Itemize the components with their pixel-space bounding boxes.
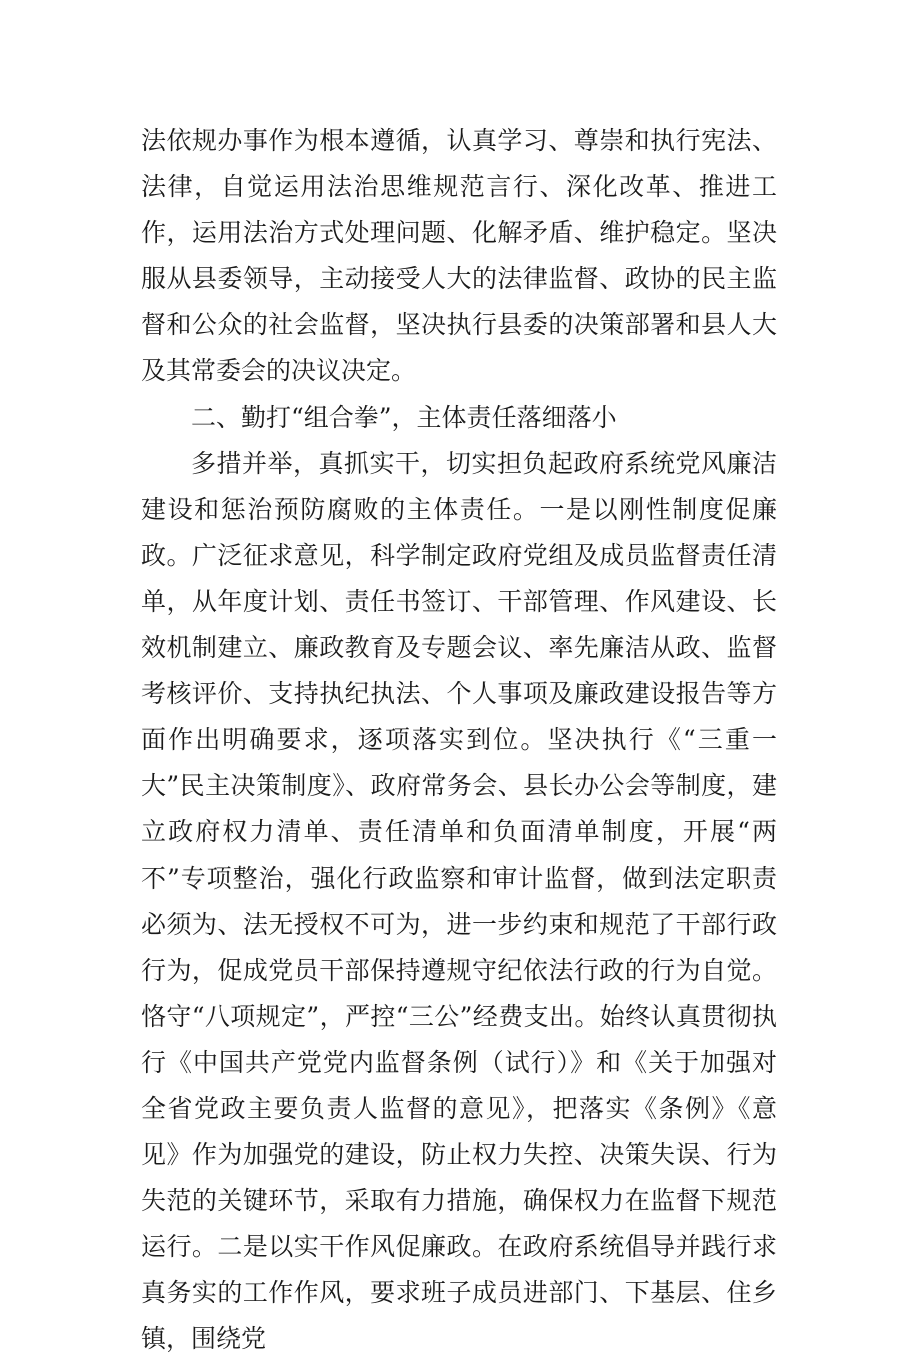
paragraph-body: 多措并举，真抓实干，切实担负起政府系统党风廉洁建设和惩治预防腐败的主体责任。一是以刚性制度促廉政。广泛征求意见，科学制定政府党组及成员监督责任清单，从年度计划、责任书签订、干部管理、作风建设、长效机制建立、廉政教育及专题会议、率先廉洁从政、监督考核评价、支持执纪执法、个人事项及廉政建设报告等方面作出明确要求，逐项落实到位。坚决执行《“三重一大”民主决策制度》、政府常务会、县长办公会等制度，建立政府权力清单、责任清单和负面清单制度，开展“两不”专项整治，强化行政监察和审计监督，做到法定职责必须为、法无授权不可为，进一步约束和规范了干部行政行为，促成党员干部保持遵规守纪依法行政的行为自觉。恪守“八项规定”，严控“三公”经费支出。始终认真贯彻执行《中国共产党党内监督条例（试行）》和《关于加强对全省党政主要负责人监督的意见》，把落实《条例》《意见》作为加强党的建设，防止权力失控、决策失误、行为失范的关键环节，采取有力措施，确保权力在监督下规范运行。二是以实干作风促廉政。在政府系统倡导并践行求真务实的工作作风，要求班子成员进部门、下基层、住乡镇，围绕党 bbox=[141, 448, 777, 1354]
document-body bbox=[141, 118, 777, 1363]
paragraph-continuation: 法依规办事作为根本遵循，认真学习、尊崇和执行宪法、法律，自觉运用法治思维规范言行、深化改革、推进工作，运用法治方式处理问题、化解矛盾、维护稳定。坚决服从县委领导，主动接受人大的法律监督、政协的民主监督和公众的社会监督，坚决执行县委的决策部署和县人大及其常委会的决议决定。 bbox=[141, 126, 777, 386]
section-heading: 二、勤打“组合拳”，主体责任落细落小 bbox=[191, 402, 617, 432]
